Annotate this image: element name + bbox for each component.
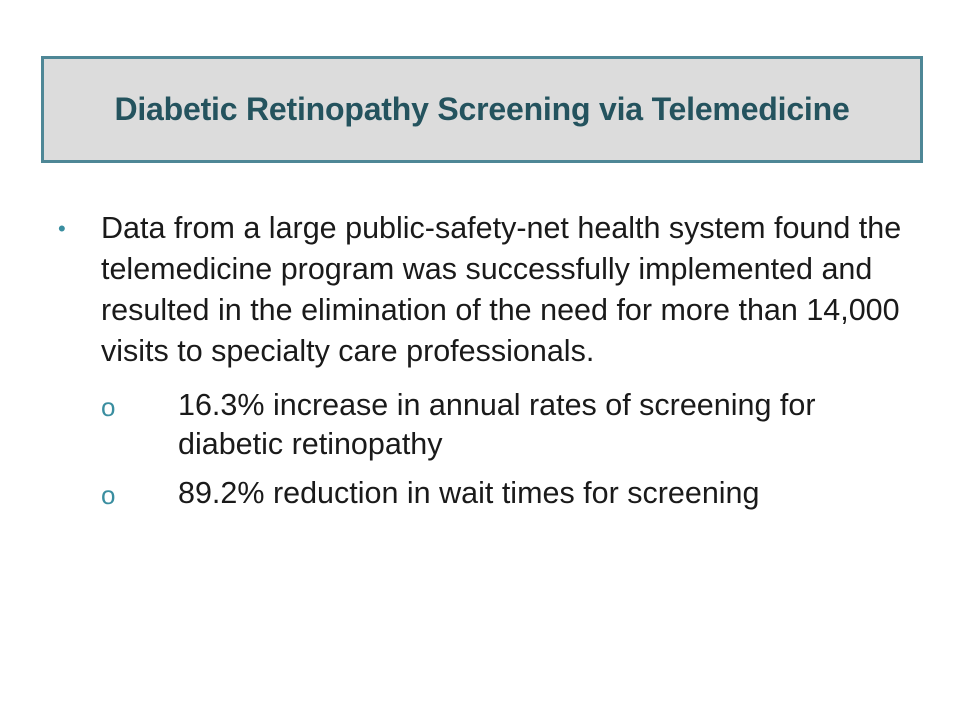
bullet-item: [58, 208, 918, 372]
slide-title: Diabetic Retinopathy Screening via Telemedicine: [114, 91, 850, 127]
sub-bullet-list: [58, 386, 918, 513]
bullet-dot-icon: •: [58, 216, 66, 241]
slide-content: [58, 208, 918, 523]
bullet-text: Data from a large public-safety-net health system found the telemedicine program was successfully implemented and resulted in the elimination of the need for more than 14,000 visits to specialty care professionals.: [101, 211, 902, 368]
sub-bullet-item: [58, 474, 918, 513]
sub-bullet-text: 16.3% increase in annual rates of screening for diabetic retinopathy: [178, 388, 816, 461]
sub-bullet-item: [58, 386, 918, 464]
sub-bullet-text: 89.2% reduction in wait times for screening: [178, 476, 760, 510]
circle-bullet-icon: o: [101, 392, 116, 422]
title-box: [41, 56, 923, 163]
circle-bullet-icon: o: [101, 480, 116, 510]
